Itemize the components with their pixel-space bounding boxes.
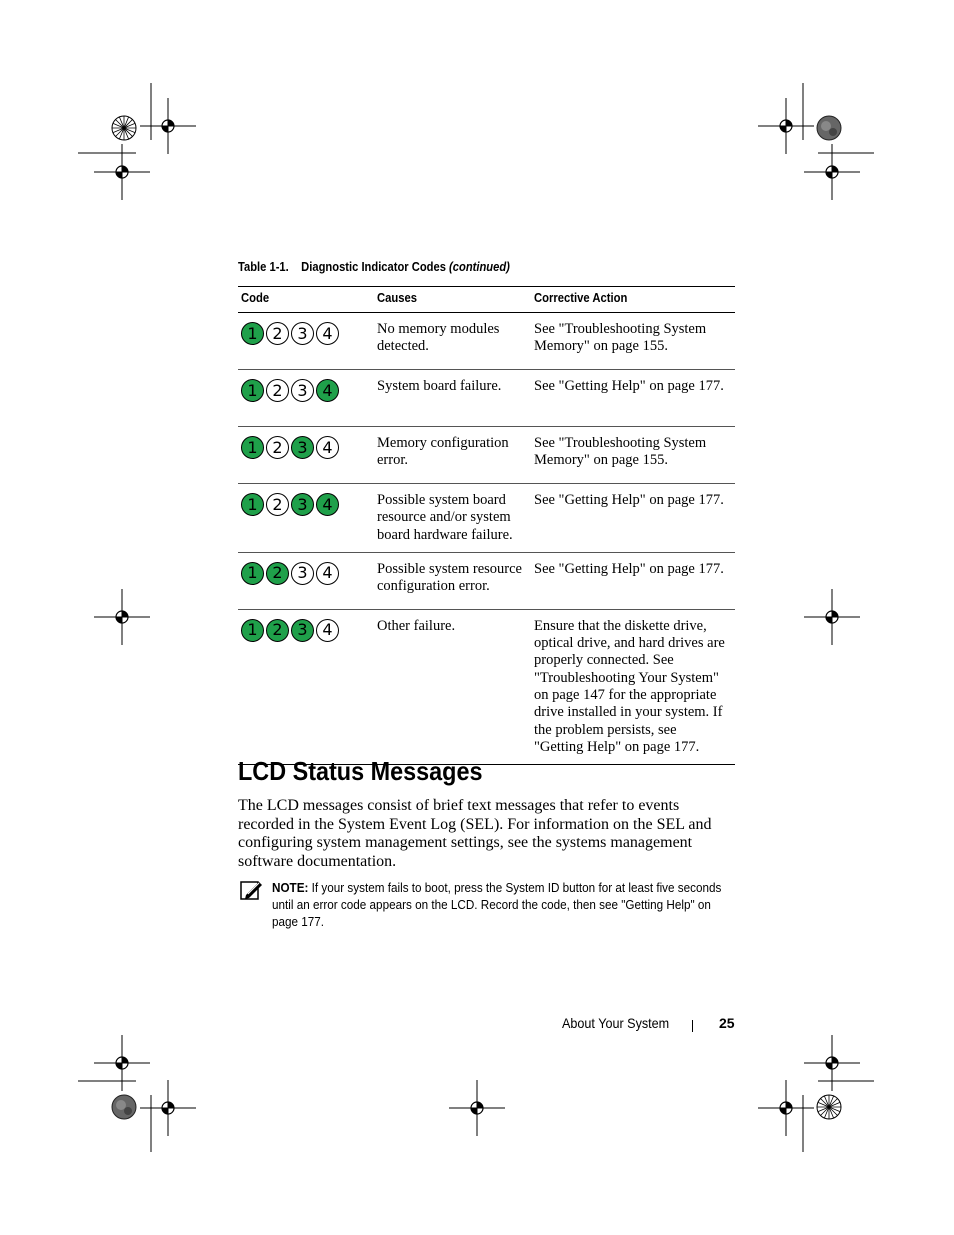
diagnostic-light-1-on: 1 xyxy=(241,619,264,642)
table-caption-title: Diagnostic Indicator Codes xyxy=(301,259,446,274)
diagnostic-codes-table xyxy=(238,286,735,765)
cause-cell: Memory configuration error. xyxy=(374,427,531,484)
code-cell xyxy=(238,370,374,427)
footer-title: About Your System xyxy=(562,1015,670,1031)
header-code: Code xyxy=(238,287,374,313)
diagnostic-light-3-off: 3 xyxy=(291,562,314,585)
table-row xyxy=(238,370,735,427)
diagnostic-light-1-on: 1 xyxy=(241,493,264,516)
code-cell xyxy=(238,609,374,764)
table-row xyxy=(238,484,735,553)
corrective-action-cell: Ensure that the diskette drive, optical drive, and hard drives are properly connected. See "Troubleshooting Your System" on page 147 for the appropriate drive installed in your system. If the problem persists, see "Getting Help" on page 177. xyxy=(531,609,735,764)
diagnostic-light-4-off: 4 xyxy=(316,322,339,345)
corrective-action-cell: See "Getting Help" on page 177. xyxy=(531,552,735,609)
diagnostic-light-4-on: 4 xyxy=(316,493,339,516)
footer-separator xyxy=(692,1020,693,1032)
cause-cell: Possible system resource configuration error. xyxy=(374,552,531,609)
diagnostic-light-3-off: 3 xyxy=(291,322,314,345)
diagnostic-lights xyxy=(241,322,368,345)
table-header-row xyxy=(238,287,735,313)
table-row xyxy=(238,552,735,609)
code-cell xyxy=(238,313,374,370)
section-paragraph: The LCD messages consist of brief text messages that refer to events recorded in the System Event Log (SEL). For information on the SEL and configuring system management settings, see the systems management software documentation. xyxy=(238,797,712,871)
diagnostic-light-1-on: 1 xyxy=(241,436,264,459)
code-cell xyxy=(238,552,374,609)
note-label: NOTE: xyxy=(272,880,309,895)
corrective-action-cell: See "Getting Help" on page 177. xyxy=(531,370,735,427)
page-footer xyxy=(562,1015,735,1031)
diagnostic-light-4-off: 4 xyxy=(316,619,339,642)
corrective-action-cell: See "Getting Help" on page 177. xyxy=(531,484,735,553)
cause-cell: Possible system board resource and/or system board hardware failure. xyxy=(374,484,531,553)
table-caption-label: Table 1-1. xyxy=(238,259,289,274)
header-corrective-action: Corrective Action xyxy=(531,287,735,313)
table-row xyxy=(238,313,735,370)
table-row xyxy=(238,427,735,484)
diagnostic-light-2-off: 2 xyxy=(266,322,289,345)
table-caption xyxy=(238,259,510,274)
diagnostic-light-4-off: 4 xyxy=(316,436,339,459)
diagnostic-light-2-off: 2 xyxy=(266,436,289,459)
table-row xyxy=(238,609,735,764)
diagnostic-light-3-on: 3 xyxy=(291,493,314,516)
section-heading: LCD Status Messages xyxy=(238,756,483,786)
page-number: 25 xyxy=(719,1015,735,1031)
code-cell xyxy=(238,427,374,484)
note-body: If your system fails to boot, press the System ID button for at least five seconds until an error code appears on the LCD. Record the code, then see "Getting Help" on page 177. xyxy=(272,880,722,929)
corrective-action-cell: See "Troubleshooting System Memory" on page 155. xyxy=(531,313,735,370)
diagnostic-light-3-on: 3 xyxy=(291,436,314,459)
diagnostic-light-1-on: 1 xyxy=(241,322,264,345)
corrective-action-cell: See "Troubleshooting System Memory" on page 155. xyxy=(531,427,735,484)
header-causes: Causes xyxy=(374,287,531,313)
diagnostic-lights xyxy=(241,436,368,459)
cause-cell: No memory modules detected. xyxy=(374,313,531,370)
diagnostic-lights xyxy=(241,619,368,642)
diagnostic-light-3-off: 3 xyxy=(291,379,314,402)
code-cell xyxy=(238,484,374,553)
diagnostic-light-2-off: 2 xyxy=(266,379,289,402)
diagnostic-lights xyxy=(241,379,368,402)
note-box xyxy=(240,879,740,930)
diagnostic-light-2-off: 2 xyxy=(266,493,289,516)
cause-cell: System board failure. xyxy=(374,370,531,427)
diagnostic-light-4-on: 4 xyxy=(316,379,339,402)
diagnostic-light-2-on: 2 xyxy=(266,562,289,585)
pencil-note-icon xyxy=(240,879,264,901)
table-caption-suffix: (continued) xyxy=(449,259,510,274)
diagnostic-light-1-on: 1 xyxy=(241,562,264,585)
diagnostic-lights xyxy=(241,562,368,585)
diagnostic-lights xyxy=(241,493,368,516)
diagnostic-light-2-on: 2 xyxy=(266,619,289,642)
diagnostic-light-1-on: 1 xyxy=(241,379,264,402)
note-text xyxy=(272,879,731,930)
diagnostic-light-4-off: 4 xyxy=(316,562,339,585)
cause-cell: Other failure. xyxy=(374,609,531,764)
diagnostic-light-3-on: 3 xyxy=(291,619,314,642)
